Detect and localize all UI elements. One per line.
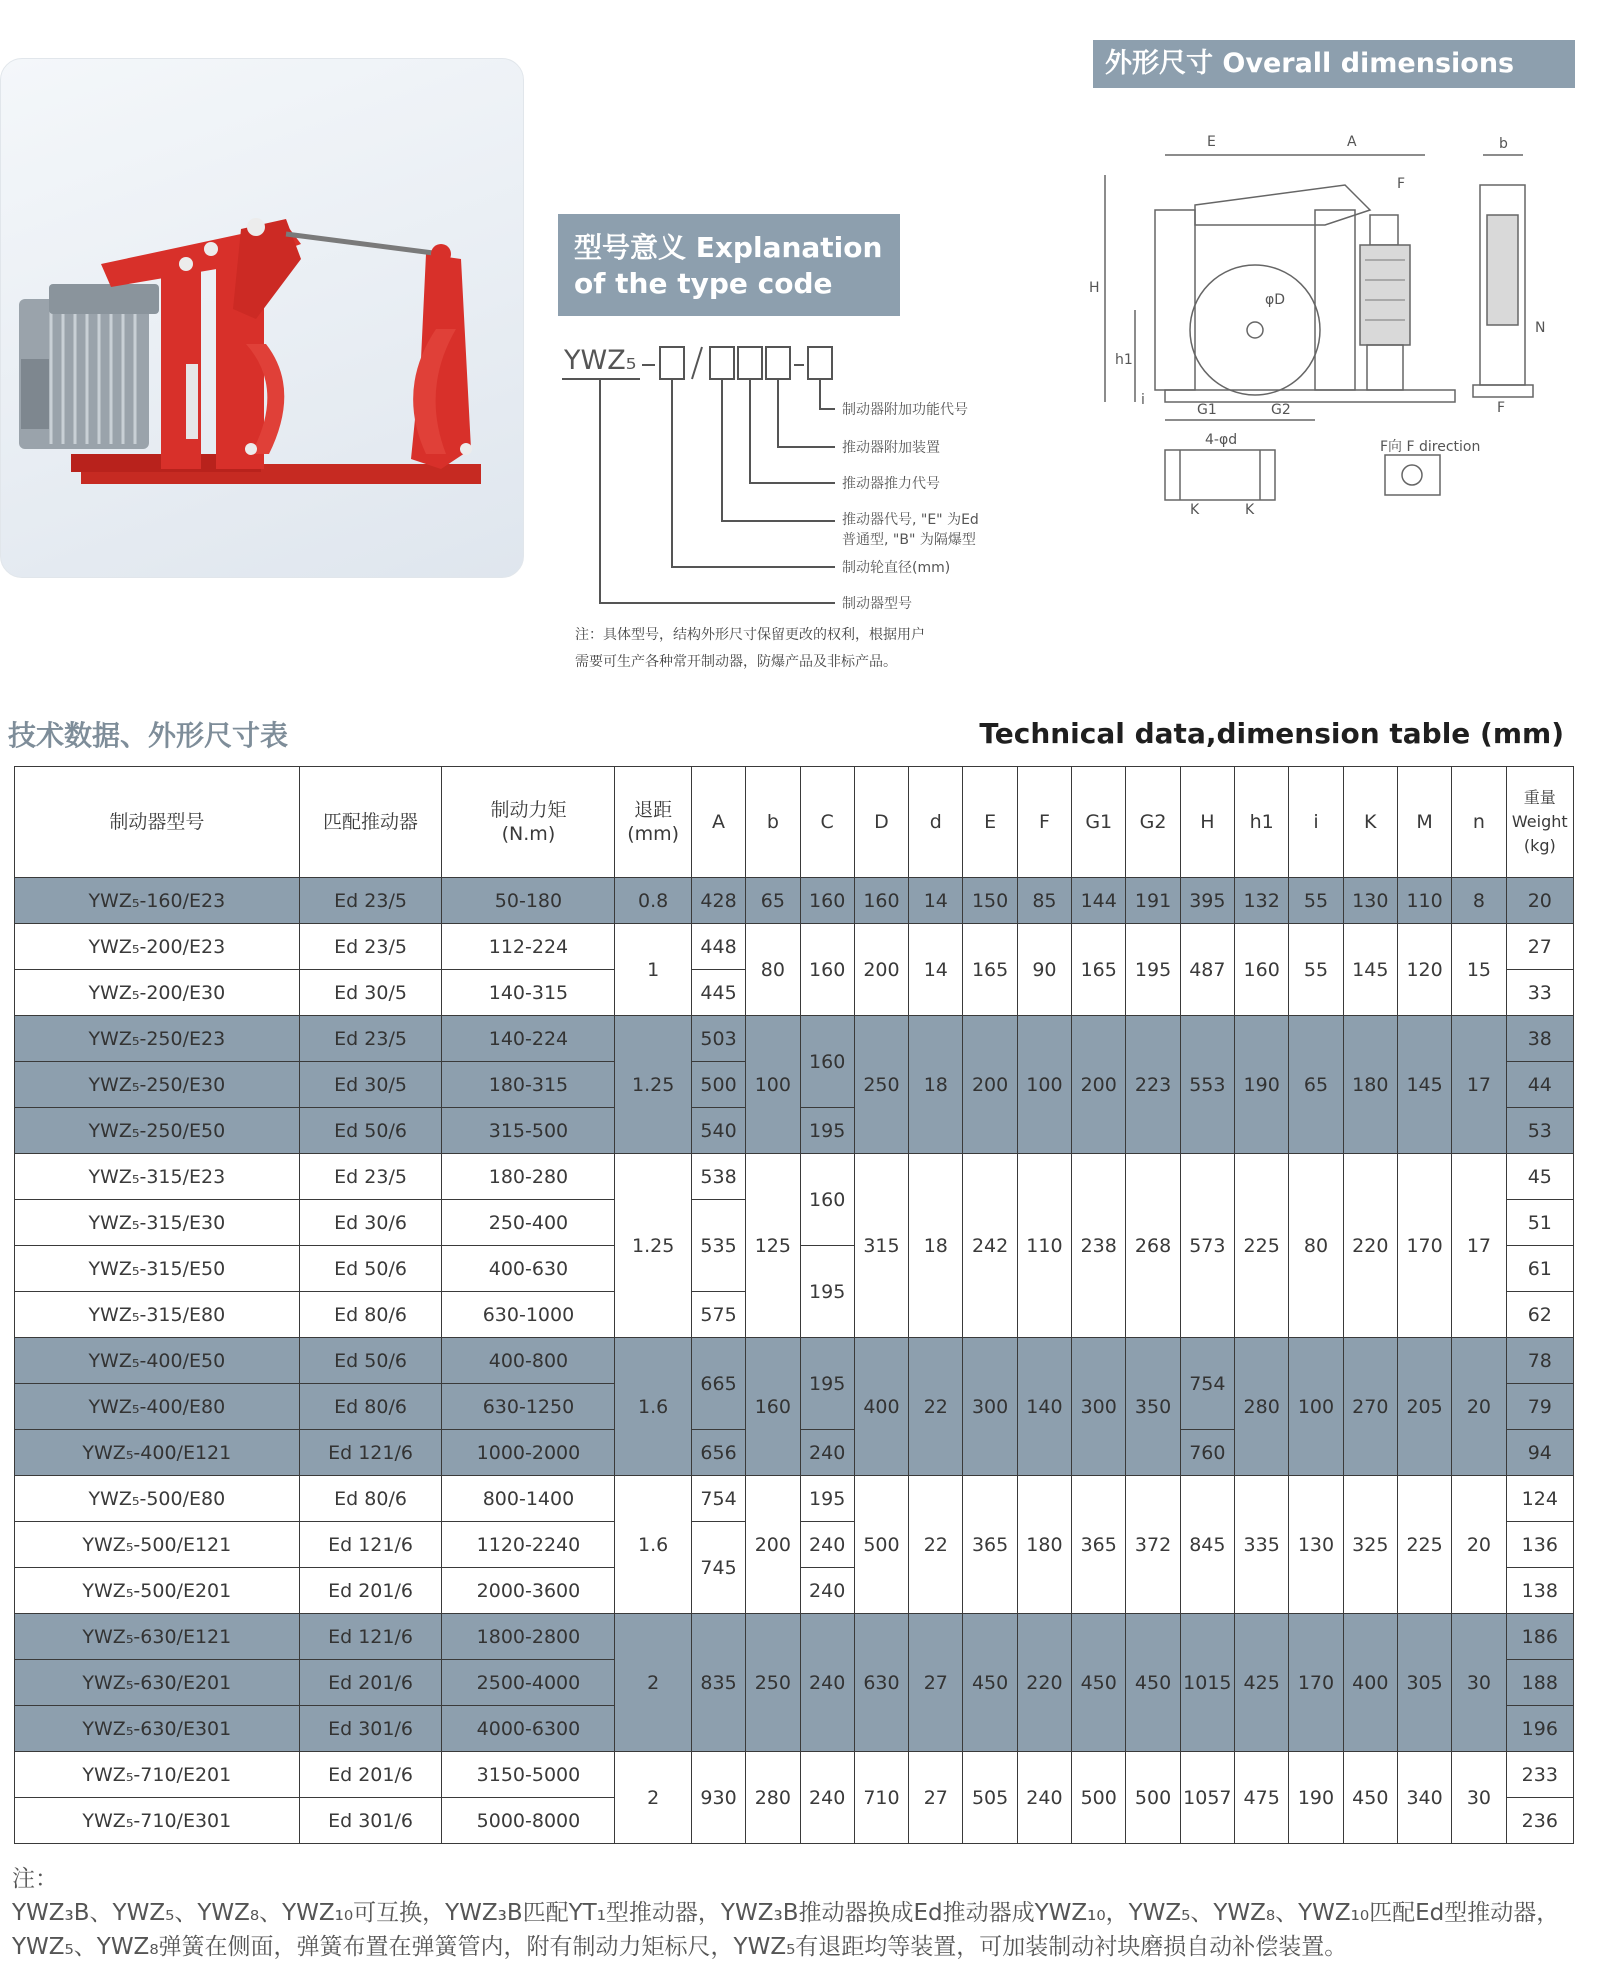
table-cell: Ed 301/6 [299, 1798, 442, 1844]
table-cell: Ed 121/6 [299, 1614, 442, 1660]
table-cell: 845 [1180, 1476, 1234, 1614]
table-cell: 930 [691, 1752, 745, 1844]
type-code-heading-en: of the type code [574, 267, 833, 300]
column-header: F [1017, 767, 1071, 878]
column-header: 制动力矩 (N.m) [442, 767, 615, 878]
table-cell: 195 [1126, 924, 1180, 1016]
table-cell: 500 [1126, 1752, 1180, 1844]
table-cell: 195 [800, 1246, 854, 1338]
table-cell: 180-315 [442, 1062, 615, 1108]
table-cell: 575 [691, 1292, 745, 1338]
table-cell: 500 [1072, 1752, 1126, 1844]
table-cell: 80 [746, 924, 800, 1016]
column-header: M [1397, 767, 1451, 878]
table-cell: 573 [1180, 1154, 1234, 1338]
table-cell: Ed 30/6 [299, 1200, 442, 1246]
table-cell: 2 [615, 1752, 691, 1844]
table-cell: 22 [909, 1338, 963, 1476]
table-cell: 225 [1397, 1476, 1451, 1614]
table-cell: 180-280 [442, 1154, 615, 1200]
table-cell: 65 [1289, 1016, 1343, 1154]
table-cell: 14 [909, 924, 963, 1016]
table-cell: 94 [1506, 1430, 1573, 1476]
table-cell: Ed 80/6 [299, 1384, 442, 1430]
table-cell: 33 [1506, 970, 1573, 1016]
table-cell: 191 [1126, 878, 1180, 924]
column-header: i [1289, 767, 1343, 878]
column-header: D [854, 767, 908, 878]
table-cell: 1.6 [615, 1476, 691, 1614]
table-cell: 140-315 [442, 970, 615, 1016]
type-code-heading-cn: 型号意义 Explanation [574, 231, 883, 264]
table-cell: 100 [1289, 1338, 1343, 1476]
table-cell: 200 [1072, 1016, 1126, 1154]
column-header: G1 [1072, 767, 1126, 878]
dim-label-e: E [1207, 134, 1216, 150]
table-cell: YWZ₅-710/E201 [15, 1752, 300, 1798]
table-cell: 268 [1126, 1154, 1180, 1338]
table-cell: Ed 80/6 [299, 1476, 442, 1522]
table-cell: 240 [800, 1430, 854, 1476]
table-cell: Ed 121/6 [299, 1522, 442, 1568]
table-cell: 62 [1506, 1292, 1573, 1338]
type-label-2: 推动器附加装置 [842, 440, 940, 456]
dim-label-h1: h1 [1115, 352, 1133, 368]
table-cell: 132 [1235, 878, 1289, 924]
table-cell: 200 [854, 924, 908, 1016]
table-cell: 160 [800, 924, 854, 1016]
footnote-line2: YWZ₅、YWZ₈弹簧在侧面，弹簧布置在弹簧管内，附有制动力矩标尺，YWZ₅有退距均等装置，可加装制动衬块磨损自动补偿装置。 [12, 1934, 1348, 1960]
table-cell: 4000-6300 [442, 1706, 615, 1752]
table-cell: YWZ₅-315/E23 [15, 1154, 300, 1200]
table-cell: 17 [1452, 1154, 1506, 1338]
dim-label-k2: K [1245, 502, 1255, 518]
table-cell: 535 [691, 1200, 745, 1292]
column-header: A [691, 767, 745, 878]
table-row [15, 924, 1574, 970]
table-cell: 45 [1506, 1154, 1573, 1200]
table-cell: Ed 30/5 [299, 1062, 442, 1108]
table-cell: 425 [1235, 1614, 1289, 1752]
table-cell: 27 [909, 1752, 963, 1844]
table-cell: 145 [1343, 924, 1397, 1016]
table-cell: 165 [1072, 924, 1126, 1016]
table-cell: 0.8 [615, 878, 691, 924]
table-cell: Ed 50/6 [299, 1338, 442, 1384]
table-cell: 540 [691, 1108, 745, 1154]
table-cell: 8 [1452, 878, 1506, 924]
table-cell: YWZ₅-630/E201 [15, 1660, 300, 1706]
table-cell: YWZ₅-500/E121 [15, 1522, 300, 1568]
table-cell: 55 [1289, 878, 1343, 924]
table-cell: 428 [691, 878, 745, 924]
table-cell: 305 [1397, 1614, 1451, 1752]
table-cell: 450 [1072, 1614, 1126, 1752]
table-cell: 110 [1017, 1154, 1071, 1338]
table-cell: 233 [1506, 1752, 1573, 1798]
table-row [15, 1016, 1574, 1062]
type-label-6: 制动轮直径(mm) [842, 560, 951, 576]
table-cell: 18 [909, 1016, 963, 1154]
table-cell: 3150-5000 [442, 1752, 615, 1798]
column-header: 退距 (mm) [615, 767, 691, 878]
table-cell: 1015 [1180, 1614, 1234, 1752]
table-cell: 400 [1343, 1614, 1397, 1752]
table-cell: 1.25 [615, 1154, 691, 1338]
table-cell: 160 [1235, 924, 1289, 1016]
table-cell: 220 [1017, 1614, 1071, 1752]
table-cell: Ed 23/5 [299, 1154, 442, 1200]
table-cell: 90 [1017, 924, 1071, 1016]
table-cell: 505 [963, 1752, 1017, 1844]
table-cell: 130 [1289, 1476, 1343, 1614]
table-cell: Ed 23/5 [299, 878, 442, 924]
table-cell: Ed 201/6 [299, 1568, 442, 1614]
column-header: K [1343, 767, 1397, 878]
table-cell: 372 [1126, 1476, 1180, 1614]
table-cell: 150 [963, 878, 1017, 924]
table-cell: YWZ₅-400/E80 [15, 1384, 300, 1430]
table-cell: 186 [1506, 1614, 1573, 1660]
dim-label-f-side: F [1497, 400, 1506, 416]
table-cell: YWZ₅-315/E30 [15, 1200, 300, 1246]
table-cell: 5000-8000 [442, 1798, 615, 1844]
table-cell: 754 [1180, 1338, 1234, 1430]
type-label-4: 推动器代号, "E" 为Ed [842, 512, 979, 528]
table-cell: YWZ₅-250/E30 [15, 1062, 300, 1108]
table-cell: 1.25 [615, 1016, 691, 1154]
table-cell: 79 [1506, 1384, 1573, 1430]
dim-label-h: H [1089, 280, 1100, 296]
table-cell: 835 [691, 1614, 745, 1752]
table-cell: 400-630 [442, 1246, 615, 1292]
dim-label-n: N [1535, 320, 1546, 336]
table-cell: 500 [854, 1476, 908, 1614]
dim-label-a: A [1347, 134, 1357, 150]
dimensions-heading: 外形尺寸 Overall dimensions [1093, 40, 1575, 88]
table-cell: 14 [909, 878, 963, 924]
table-cell: 242 [963, 1154, 1017, 1338]
column-header: 重量 Weight (kg) [1506, 767, 1573, 878]
column-header: 制动器型号 [15, 767, 300, 878]
table-cell: 225 [1235, 1154, 1289, 1338]
table-cell: YWZ₅-630/E301 [15, 1706, 300, 1752]
table-row [15, 1154, 1574, 1200]
table-cell: 27 [1506, 924, 1573, 970]
table-cell: YWZ₅-630/E121 [15, 1614, 300, 1660]
table-cell: 80 [1289, 1154, 1343, 1338]
table-cell: 38 [1506, 1016, 1573, 1062]
table-cell: 1 [615, 924, 691, 1016]
table-cell: 130 [1343, 878, 1397, 924]
column-header: G2 [1126, 767, 1180, 878]
table-cell: 205 [1397, 1338, 1451, 1476]
table-cell: 400 [854, 1338, 908, 1476]
dim-label-i: i [1141, 392, 1145, 408]
table-cell: 1800-2800 [442, 1614, 615, 1660]
table-cell: 630-1250 [442, 1384, 615, 1430]
table-cell: 630-1000 [442, 1292, 615, 1338]
table-cell: 220 [1343, 1154, 1397, 1338]
table-cell: 630 [854, 1614, 908, 1752]
table-row [15, 1476, 1574, 1522]
footnote-line1: YWZ₃B、YWZ₅、YWZ₈、YWZ₁₀可互换，YWZ₃B匹配YT₁型推动器，YWZ₃B推动器换成Ed推动器成YWZ₁₀，YWZ₅、YWZ₈、YWZ₁₀匹配Ed型推动器， [12, 1900, 1560, 1926]
table-cell: 400-800 [442, 1338, 615, 1384]
table-cell: 395 [1180, 878, 1234, 924]
dim-label-g1: G1 [1197, 402, 1217, 418]
table-row [15, 1752, 1574, 1798]
table-cell: 450 [963, 1614, 1017, 1752]
table-cell: 145 [1397, 1016, 1451, 1154]
table-cell: 188 [1506, 1660, 1573, 1706]
table-cell: 270 [1343, 1338, 1397, 1476]
table-cell: 22 [909, 1476, 963, 1614]
table-cell: 136 [1506, 1522, 1573, 1568]
table-title-cn: 技术数据、外形尺寸表 [8, 719, 289, 752]
table-cell: 124 [1506, 1476, 1573, 1522]
table-cell: 250 [746, 1614, 800, 1752]
table-cell: YWZ₅-400/E50 [15, 1338, 300, 1384]
table-cell: 1.6 [615, 1338, 691, 1476]
column-header: E [963, 767, 1017, 878]
table-cell: 50-180 [442, 878, 615, 924]
table-cell: 196 [1506, 1706, 1573, 1752]
table-cell: 450 [1126, 1614, 1180, 1752]
table-cell: 445 [691, 970, 745, 1016]
table-cell: 30 [1452, 1752, 1506, 1844]
table-cell: 223 [1126, 1016, 1180, 1154]
type-code-note-line2: 需要可生产各种常开制动器，防爆产品及非标产品。 [575, 654, 897, 670]
table-cell: 53 [1506, 1108, 1573, 1154]
table-cell: 170 [1397, 1154, 1451, 1338]
table-cell: 1120-2240 [442, 1522, 615, 1568]
dim-label-g2: G2 [1271, 402, 1291, 418]
dimension-drawing [1085, 130, 1555, 518]
table-cell: 125 [746, 1154, 800, 1338]
table-cell: YWZ₅-500/E80 [15, 1476, 300, 1522]
table-cell: 85 [1017, 878, 1071, 924]
table-cell: Ed 121/6 [299, 1430, 442, 1476]
table-cell: 238 [1072, 1154, 1126, 1338]
table-cell: YWZ₅-250/E50 [15, 1108, 300, 1154]
table-cell: 365 [1072, 1476, 1126, 1614]
type-label-5: 普通型, "B" 为隔爆型 [842, 532, 976, 548]
table-cell: YWZ₅-500/E201 [15, 1568, 300, 1614]
table-cell: 240 [800, 1752, 854, 1844]
table-cell: 20 [1452, 1476, 1506, 1614]
table-cell: 160 [800, 1016, 854, 1108]
table-cell: 55 [1289, 924, 1343, 1016]
type-code-model: YWZ₅ [564, 345, 637, 376]
dim-label-f: F [1397, 176, 1406, 192]
type-label-7: 制动器型号 [842, 596, 912, 612]
table-cell: 538 [691, 1154, 745, 1200]
table-cell: 44 [1506, 1062, 1573, 1108]
table-cell: Ed 23/5 [299, 1016, 442, 1062]
type-code-heading [558, 214, 900, 316]
table-cell: 165 [963, 924, 1017, 1016]
table-cell: 170 [1289, 1614, 1343, 1752]
table-cell: 1000-2000 [442, 1430, 615, 1476]
table-cell: 475 [1235, 1752, 1289, 1844]
table-cell: 500 [691, 1062, 745, 1108]
table-cell: 325 [1343, 1476, 1397, 1614]
table-cell: 110 [1397, 878, 1451, 924]
table-cell: 745 [691, 1522, 745, 1614]
table-cell: 240 [800, 1614, 854, 1752]
table-cell: 160 [800, 878, 854, 924]
table-cell: 180 [1343, 1016, 1397, 1154]
table-cell: 195 [800, 1108, 854, 1154]
table-cell: 140 [1017, 1338, 1071, 1476]
table-cell: 450 [1343, 1752, 1397, 1844]
table-cell: 250 [854, 1016, 908, 1154]
table-cell: YWZ₅-315/E80 [15, 1292, 300, 1338]
table-cell: 665 [691, 1338, 745, 1430]
table-cell: YWZ₅-315/E50 [15, 1246, 300, 1292]
table-cell: 280 [746, 1752, 800, 1844]
table-cell: 487 [1180, 924, 1234, 1016]
table-cell: 240 [800, 1568, 854, 1614]
table-cell: 112-224 [442, 924, 615, 970]
table-cell: 553 [1180, 1016, 1234, 1154]
table-cell: Ed 30/5 [299, 970, 442, 1016]
product-photo [0, 58, 524, 578]
table-cell: 200 [746, 1476, 800, 1614]
table-cell: 61 [1506, 1246, 1573, 1292]
dim-label-d: φD [1265, 292, 1286, 308]
table-row [15, 878, 1574, 924]
table-cell: 760 [1180, 1430, 1234, 1476]
table-cell: 350 [1126, 1338, 1180, 1476]
table-cell: 20 [1452, 1338, 1506, 1476]
table-cell: 195 [800, 1338, 854, 1430]
table-cell: 315-500 [442, 1108, 615, 1154]
table-cell: 190 [1289, 1752, 1343, 1844]
table-cell: YWZ₅-400/E121 [15, 1430, 300, 1476]
table-cell: YWZ₅-200/E30 [15, 970, 300, 1016]
table-cell: 2500-4000 [442, 1660, 615, 1706]
type-label-3: 推动器推力代号 [842, 476, 940, 492]
dim-label-b: b [1499, 136, 1508, 152]
table-cell: 2 [615, 1614, 691, 1752]
table-cell: 138 [1506, 1568, 1573, 1614]
table-cell: Ed 201/6 [299, 1752, 442, 1798]
table-cell: 240 [800, 1522, 854, 1568]
table-cell: YWZ₅-710/E301 [15, 1798, 300, 1844]
table-cell: 280 [1235, 1338, 1289, 1476]
type-code-note [575, 622, 1095, 676]
table-cell: 2000-3600 [442, 1568, 615, 1614]
table-cell: Ed 201/6 [299, 1660, 442, 1706]
table-cell: 160 [746, 1338, 800, 1476]
table-cell: 335 [1235, 1476, 1289, 1614]
table-cell: 710 [854, 1752, 908, 1844]
table-cell: 160 [800, 1154, 854, 1246]
column-header: d [909, 767, 963, 878]
table-title-en: Technical data,dimension table (mm) [979, 717, 1564, 750]
table-cell: 656 [691, 1430, 745, 1476]
table-cell: 236 [1506, 1798, 1573, 1844]
table-cell: 200 [963, 1016, 1017, 1154]
table-cell: 17 [1452, 1016, 1506, 1154]
column-header: 匹配推动器 [299, 767, 442, 878]
table-row [15, 1338, 1574, 1384]
table-cell: YWZ₅-250/E23 [15, 1016, 300, 1062]
type-code-note-line1: 注：具体型号，结构外形尺寸保留更改的权利，根据用户 [575, 627, 925, 643]
dim-label-f-direction: F向 F direction [1380, 439, 1481, 455]
table-cell: 365 [963, 1476, 1017, 1614]
column-header: C [800, 767, 854, 878]
table-cell: 250-400 [442, 1200, 615, 1246]
table-cell: 30 [1452, 1614, 1506, 1752]
table-body [15, 878, 1574, 1844]
table-cell: 78 [1506, 1338, 1573, 1384]
table-cell: 100 [746, 1016, 800, 1154]
table-cell: Ed 80/6 [299, 1292, 442, 1338]
table-cell: 18 [909, 1154, 963, 1338]
technical-data-table [14, 766, 1574, 1844]
table-cell: YWZ₅-200/E23 [15, 924, 300, 970]
column-header: h1 [1235, 767, 1289, 878]
type-code-diagram [560, 335, 1100, 615]
table-row [15, 1614, 1574, 1660]
table-cell: 65 [746, 878, 800, 924]
table-cell: 503 [691, 1016, 745, 1062]
table-cell: 340 [1397, 1752, 1451, 1844]
table-cell: 448 [691, 924, 745, 970]
table-header-row [15, 767, 1574, 878]
table-cell: 180 [1017, 1476, 1071, 1614]
table-cell: 315 [854, 1154, 908, 1338]
table-cell: 51 [1506, 1200, 1573, 1246]
table-cell: 240 [1017, 1752, 1071, 1844]
table-cell: 120 [1397, 924, 1451, 1016]
type-label-1: 制动器附加功能代号 [842, 402, 968, 418]
table-cell: Ed 50/6 [299, 1246, 442, 1292]
dim-label-k1: K [1190, 502, 1200, 518]
table-cell: 754 [691, 1476, 745, 1522]
footnote-title: 注： [12, 1866, 58, 1892]
footnote [12, 1862, 1592, 1964]
table-cell: 20 [1506, 878, 1573, 924]
column-header: b [746, 767, 800, 878]
table-cell: Ed 301/6 [299, 1706, 442, 1752]
table-cell: 195 [800, 1476, 854, 1522]
table-cell: 160 [854, 878, 908, 924]
table-cell: 190 [1235, 1016, 1289, 1154]
column-header: n [1452, 767, 1506, 878]
table-cell: 100 [1017, 1016, 1071, 1154]
table-cell: 144 [1072, 878, 1126, 924]
table-cell: 300 [963, 1338, 1017, 1476]
table-cell: YWZ₅-160/E23 [15, 878, 300, 924]
table-cell: 15 [1452, 924, 1506, 1016]
table-cell: 1057 [1180, 1752, 1234, 1844]
table-cell: 140-224 [442, 1016, 615, 1062]
table-cell: Ed 50/6 [299, 1108, 442, 1154]
dim-label-4d: 4-φd [1205, 432, 1238, 448]
table-cell: Ed 23/5 [299, 924, 442, 970]
table-cell: 27 [909, 1614, 963, 1752]
table-cell: 800-1400 [442, 1476, 615, 1522]
column-header: H [1180, 767, 1234, 878]
table-cell: 300 [1072, 1338, 1126, 1476]
